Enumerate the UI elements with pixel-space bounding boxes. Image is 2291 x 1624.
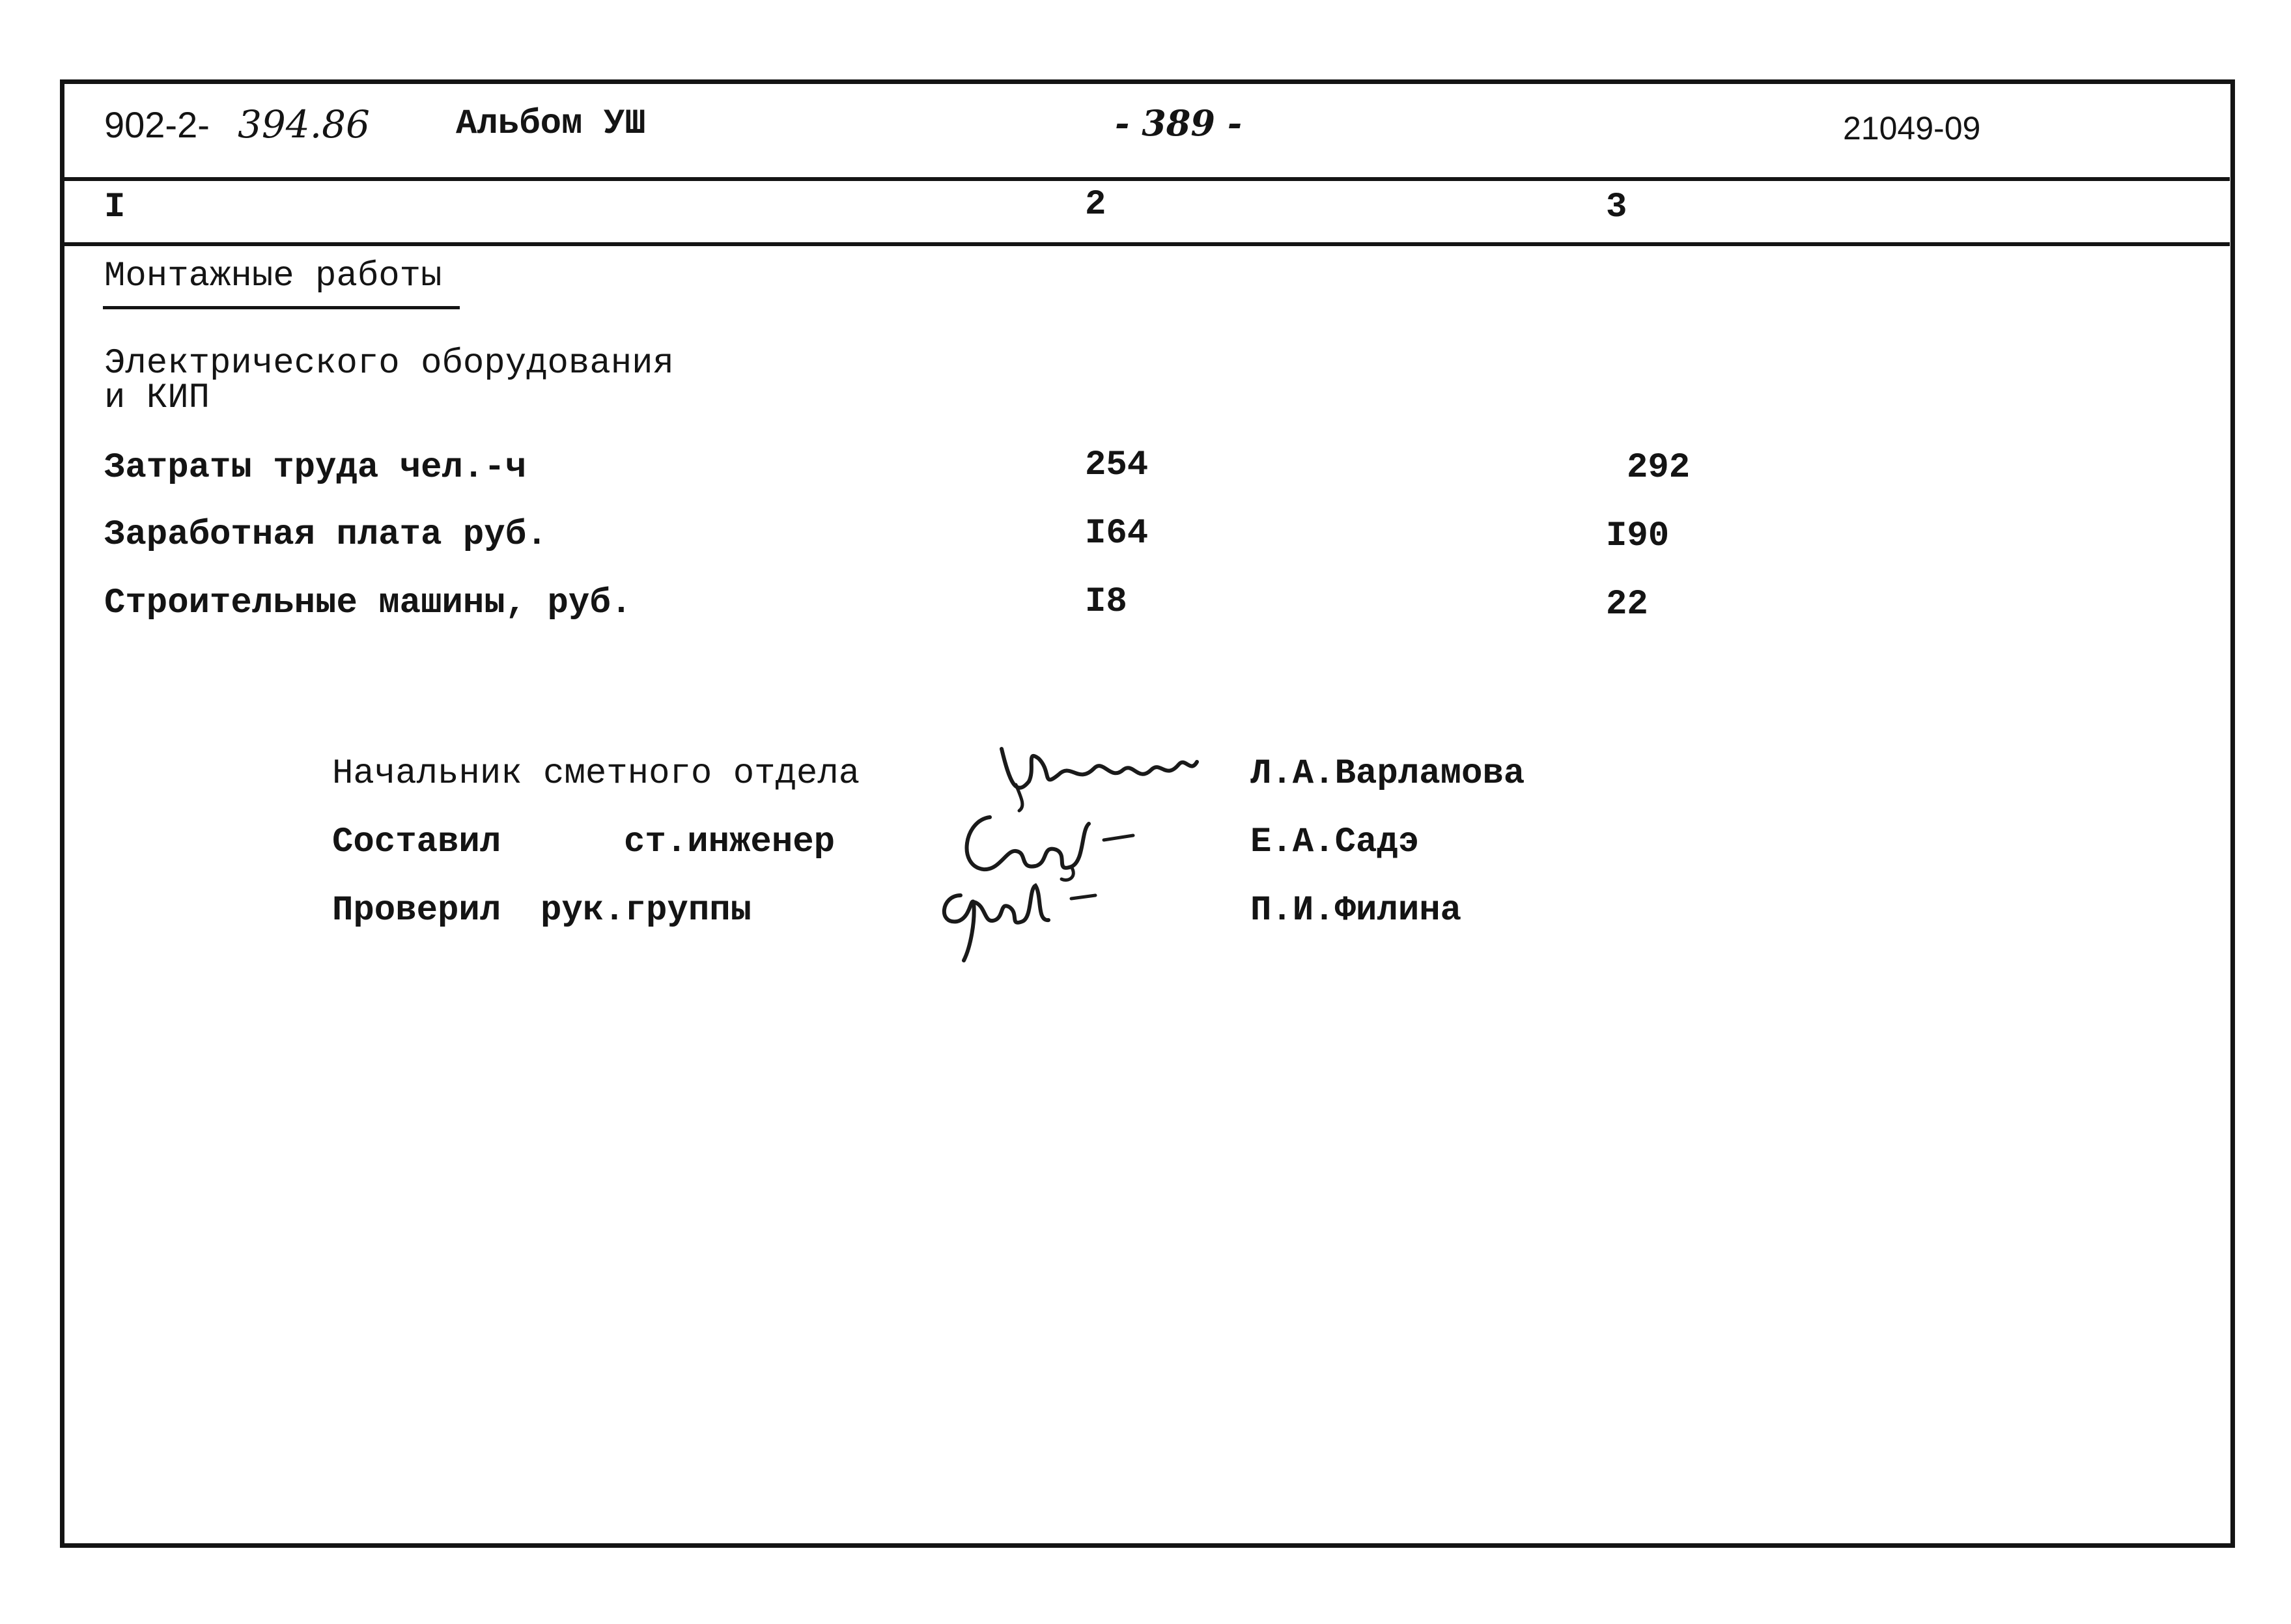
row-value-col2: I64 (1085, 514, 1149, 553)
signer-role-title: ст.инженер (624, 822, 836, 862)
section-subtitle-line1: Электрического оборудования (104, 344, 674, 384)
header-rule (64, 177, 2230, 181)
column-header-1: I (104, 188, 126, 227)
document-code: 21049-09 (1843, 110, 1981, 147)
signer-role: Начальник сметного отдела (332, 754, 860, 794)
signer-name: Л.А.Варламова (1250, 754, 1525, 794)
signer-role-title: рук.группы (541, 891, 752, 931)
doc-prefix: 902-2- (104, 104, 210, 145)
section-title: Монтажные работы (104, 257, 442, 296)
row-label: Затраты труда чел.-ч (104, 448, 527, 488)
row-value-col3: 292 (1627, 448, 1691, 488)
signer-role: Проверил (332, 891, 501, 931)
section-title-underline (103, 306, 460, 309)
row-value-col2: 254 (1085, 445, 1149, 485)
album-label: Альбом УШ (456, 104, 646, 144)
page-number: - 389 - (1115, 102, 1243, 144)
signer-role: Составил (332, 822, 501, 862)
signature-head-of-department (990, 723, 1205, 814)
signer-name: П.И.Филина (1250, 891, 1462, 931)
signature-checker (925, 869, 1120, 967)
column-header-2: 2 (1085, 185, 1106, 225)
row-value-col3: 22 (1606, 585, 1648, 624)
row-value-col2: I8 (1085, 582, 1127, 622)
row-value-col3: I90 (1606, 516, 1670, 556)
signer-name: Е.А.Садэ (1250, 822, 1420, 862)
row-label: Строительные машины, руб. (104, 583, 632, 623)
section-subtitle-line2: и КИП (104, 378, 210, 418)
row-label: Заработная плата руб. (104, 515, 548, 555)
doc-number: 394.86 (238, 102, 370, 147)
column-header-3: 3 (1606, 188, 1627, 227)
column-header-rule (64, 242, 2230, 246)
